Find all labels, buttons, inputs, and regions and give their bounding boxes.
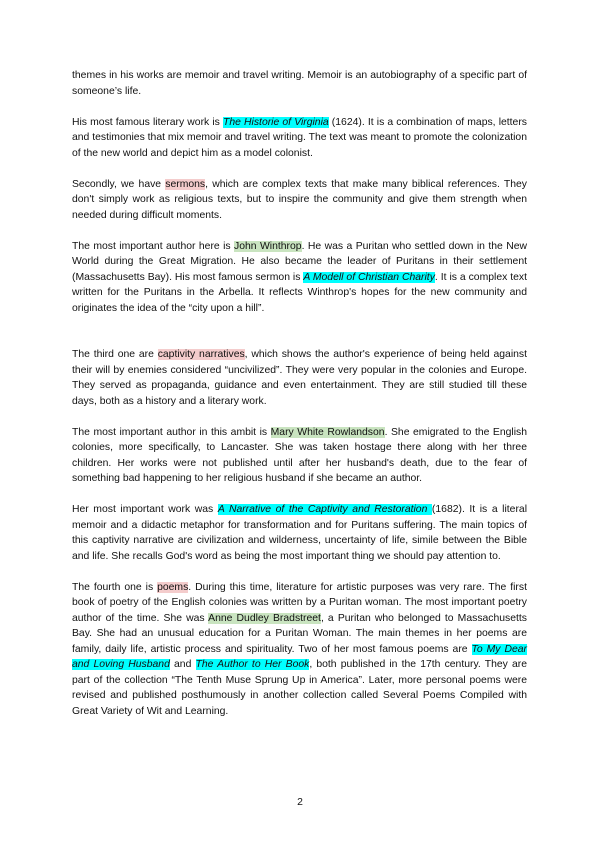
highlighted-work-title: To My Dear and Loving Husband (72, 643, 527, 670)
highlighted-term: captivity narratives (157, 349, 245, 360)
paragraph-text: Secondly, we have (72, 178, 166, 190)
paragraph-text: The most important author here is (72, 240, 235, 252)
paragraph (72, 347, 527, 409)
paragraph-text: The fourth one is (72, 581, 158, 593)
highlighted-work-title: A Narrative of the Captivity and Restoration (217, 504, 432, 515)
paragraph-text: Her most important work was (72, 504, 218, 515)
paragraph-text: . It is a complex text written for the Puritans in the Arbella. It reflects Winthrop's hopes for the new community and originates the idea of the “city upon a hill”. (72, 271, 527, 314)
paragraph-text: , a Puritan who belonged to Massachusetts Bay. She had an unusual education for a Puritan Woman. The main themes in her poems are family, daily life, artistic process and spirituality. Two of her most famous poems are (72, 612, 527, 655)
paragraph-text: His most famous literary work is (72, 116, 224, 128)
paragraph (72, 502, 527, 564)
highlighted-author: Anne Dudley Bradstreet (208, 612, 321, 624)
paragraph-text: (1682). It is a literal memoir and a didactic metaphor for transformation and for Puritans suffering. The main topics of this captivity narrative are civilization and wilderness, uncertainty of life, simile between the Bible and life. She recalls God's word as being the most important thing we should pay attention to. (72, 504, 527, 562)
document-body (72, 68, 527, 735)
paragraph-text: The third one are (72, 349, 158, 360)
highlighted-term: poems (157, 581, 189, 593)
paragraph-text: and (169, 659, 196, 670)
highlighted-work-title: A Modell of Christian Charity (303, 271, 435, 283)
paragraph-text: themes in his works are memoir and travel writing. Memoir is an autobiography of a specific part of someone’s life. (72, 70, 527, 97)
paragraph-text: . During this time, literature for artistic purposes was very rare. The first book of poetry of the English colonies was written by a Puritan woman. The most important poetry author of the time. She was (72, 581, 527, 624)
paragraph-text: , which shows the author's experience of being held against their will by enemies considered “uncivilized”. They were very popular in the colonies and Europe. They served as propaganda, guidance and even entertainment. They are still studied till these days, both as a history and a literary work. (72, 349, 527, 407)
paragraph (72, 115, 527, 162)
highlighted-term: sermons (165, 178, 206, 190)
paragraph (72, 68, 527, 99)
paragraph-text: , both published in the 17th century. They are part of the collection “The Tenth Muse Sprung Up in America”. Later, more personal poems were revised and published posthumously in another collection called Several Poems Compiled with Great Variety of Wit and Learning. (72, 659, 527, 717)
paragraph (72, 580, 527, 720)
highlighted-work-title: The Author to Her Book (195, 659, 310, 670)
paragraph-text: The most important author in this ambit is (72, 426, 271, 438)
paragraph (72, 177, 527, 224)
paragraph-text: , which are complex texts that make many biblical references. They don't simply work as religious texts, but to inspire the community and give them strength when needed during difficult moments. (72, 178, 527, 221)
page-number: 2 (297, 797, 303, 808)
paragraph (72, 425, 527, 487)
paragraph-text: . He was a Puritan who settled down in the New World during the Great Migration. He also became the leader of Puritans in their settlement (Massachusetts Bay). His most famous sermon is (72, 240, 528, 283)
paragraph (72, 239, 527, 317)
highlighted-author: John Winthrop (234, 240, 302, 252)
paragraph-text: (1624). It is a combination of maps, letters and testimonies that mix memoir and travel writing. The text was meant to promote the colonization of the new world and depict him as a model colonist. (72, 116, 527, 159)
highlighted-author: Mary White Rowlandson (270, 426, 385, 438)
highlighted-work-title: The Historie of Virginia (223, 116, 329, 128)
paragraph-text: . She emigrated to the English colonies, more specifically, to Lancaster. She was taken hostage there along with her three children. Her works were not published until after her husband's death, due to the fear of something bad happening to her religious husband if she became an author. (72, 426, 528, 484)
